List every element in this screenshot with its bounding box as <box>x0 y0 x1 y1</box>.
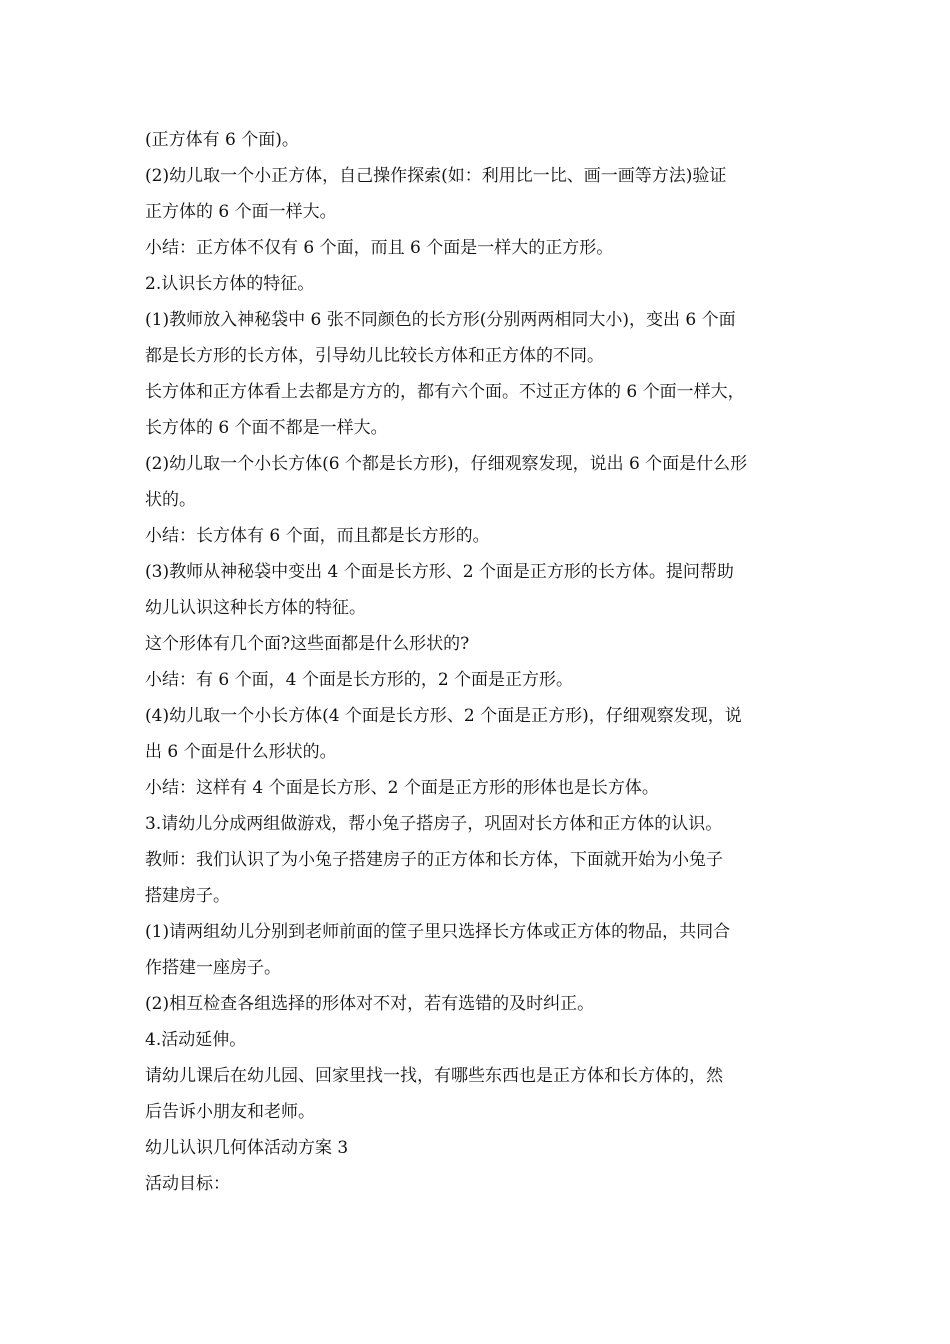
text-line: 作搭建一座房子。 <box>145 958 281 978</box>
text-line: 出 6 个面是什么形状的。 <box>145 742 337 762</box>
text-line: (1)教师放入神秘袋中 6 张不同颜色的长方形(分别两两相同大小)，变出 6 个面 <box>145 310 736 330</box>
document-title: 幼儿认识几何体活动方案 3 <box>145 1138 349 1158</box>
text-line: (3)教师从神秘袋中变出 4 个面是长方形、2 个面是正方形的长方体。提问帮助 <box>145 562 734 582</box>
text-line: 小结：有 6 个面，4 个面是长方形的，2 个面是正方形。 <box>145 670 574 690</box>
text-line: 小结：长方体有 6 个面，而且都是长方形的。 <box>145 526 490 546</box>
text-line: 教师：我们认识了为小兔子搭建房子的正方体和长方体，下面就开始为小兔子 <box>145 850 723 870</box>
text-line: 状的。 <box>145 490 196 510</box>
text-line: 长方体和正方体看上去都是方方的，都有六个面。不过正方体的 6 个面一样大， <box>145 382 745 402</box>
text-line: (4)幼儿取一个小长方体(4 个面是长方形、2 个面是正方形)，仔细观察发现，说 <box>145 706 742 726</box>
text-line: 长方体的 6 个面不都是一样大。 <box>145 418 388 438</box>
section-heading: 活动目标： <box>145 1174 230 1194</box>
section-heading: 2.认识长方体的特征。 <box>145 274 315 294</box>
text-line: (2)相互检查各组选择的形体对不对，若有选错的及时纠正。 <box>145 994 595 1014</box>
section-heading: 3.请幼儿分成两组做游戏，帮小兔子搭房子，巩固对长方体和正方体的认识。 <box>145 814 723 834</box>
text-line: (正方体有 6 个面)。 <box>145 130 299 150</box>
document-body <box>145 122 825 1202</box>
text-line: 小结：这样有 4 个面是长方形、2 个面是正方形的形体也是长方体。 <box>145 778 659 798</box>
section-heading: 4.活动延伸。 <box>145 1030 247 1050</box>
text-line: 正方体的 6 个面一样大。 <box>145 202 337 222</box>
text-line: (1)请两组幼儿分别到老师前面的筐子里只选择长方体或正方体的物品，共同合 <box>145 922 731 942</box>
text-line: 搭建房子。 <box>145 886 230 906</box>
text-line: 幼儿认识这种长方体的特征。 <box>145 598 366 618</box>
text-line: 都是长方形的长方体，引导幼儿比较长方体和正方体的不同。 <box>145 346 604 366</box>
text-line: (2)幼儿取一个小正方体，自己操作探索(如：利用比一比、画一画等方法)验证 <box>145 166 727 186</box>
text-line: 请幼儿课后在幼儿园、回家里找一找，有哪些东西也是正方体和长方体的，然 <box>145 1066 723 1086</box>
text-line: 后告诉小朋友和老师。 <box>145 1102 315 1122</box>
text-line: 小结：正方体不仅有 6 个面，而且 6 个面是一样大的正方形。 <box>145 238 614 258</box>
text-line: (2)幼儿取一个小长方体(6 个都是长方形)，仔细观察发现，说出 6 个面是什么形 <box>145 454 748 474</box>
text-line: 这个形体有几个面?这些面都是什么形状的? <box>145 634 470 654</box>
